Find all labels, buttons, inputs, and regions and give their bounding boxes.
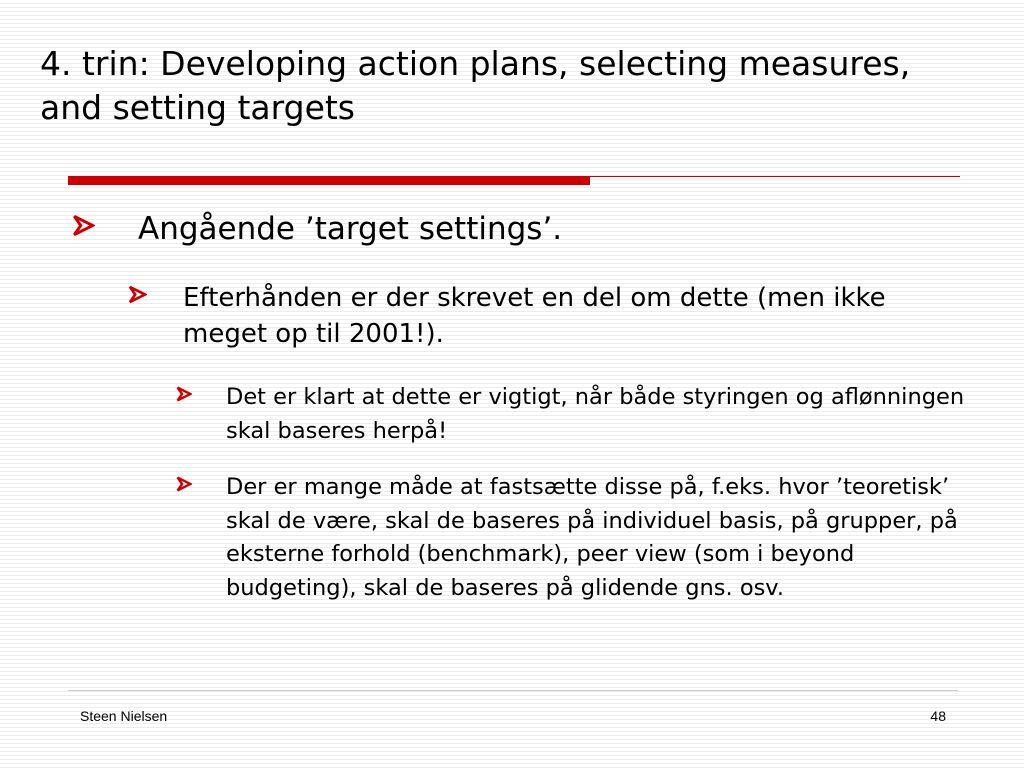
bullet-level-2 [128,280,968,352]
arrow-right-icon [176,381,226,402]
bullet-level-2-text: Efterhånden er der skrevet en del om dette (men ikke meget op til 2001!). [183,283,886,349]
footer-divider [68,690,958,691]
bullet-level-3-text: Der er mange måde at fastsætte disse på, f.eks. hvor ’teoretisk’ skal de være, skal de baseres på individuel basis, på grupper, på eksterne forhold (benchmark), peer view (som i beyond budgeting), skal de baseres på glidende gns. osv. [226,474,958,601]
page-number: 48 [930,708,946,724]
slide-title: 4. trin: Developing action plans, selecting measures, and setting targets [40,44,911,127]
bullet-level-3-text: Det er klart at dette er vigtigt, når både styringen og aflønningen skal baseres herpå! [226,384,965,444]
bullet-level-1 [72,207,972,251]
arrow-right-icon [72,207,138,237]
title-underline-thin [590,176,960,177]
title-underline-thick [68,176,590,185]
arrow-right-icon [176,471,226,492]
arrow-right-icon [128,280,183,304]
footer-author: Steen Nielsen [80,708,168,724]
bullet-level-3 [176,471,986,605]
bullet-level-1-text: Angående ’target settings’. [138,211,563,247]
bullet-level-3 [176,381,986,448]
